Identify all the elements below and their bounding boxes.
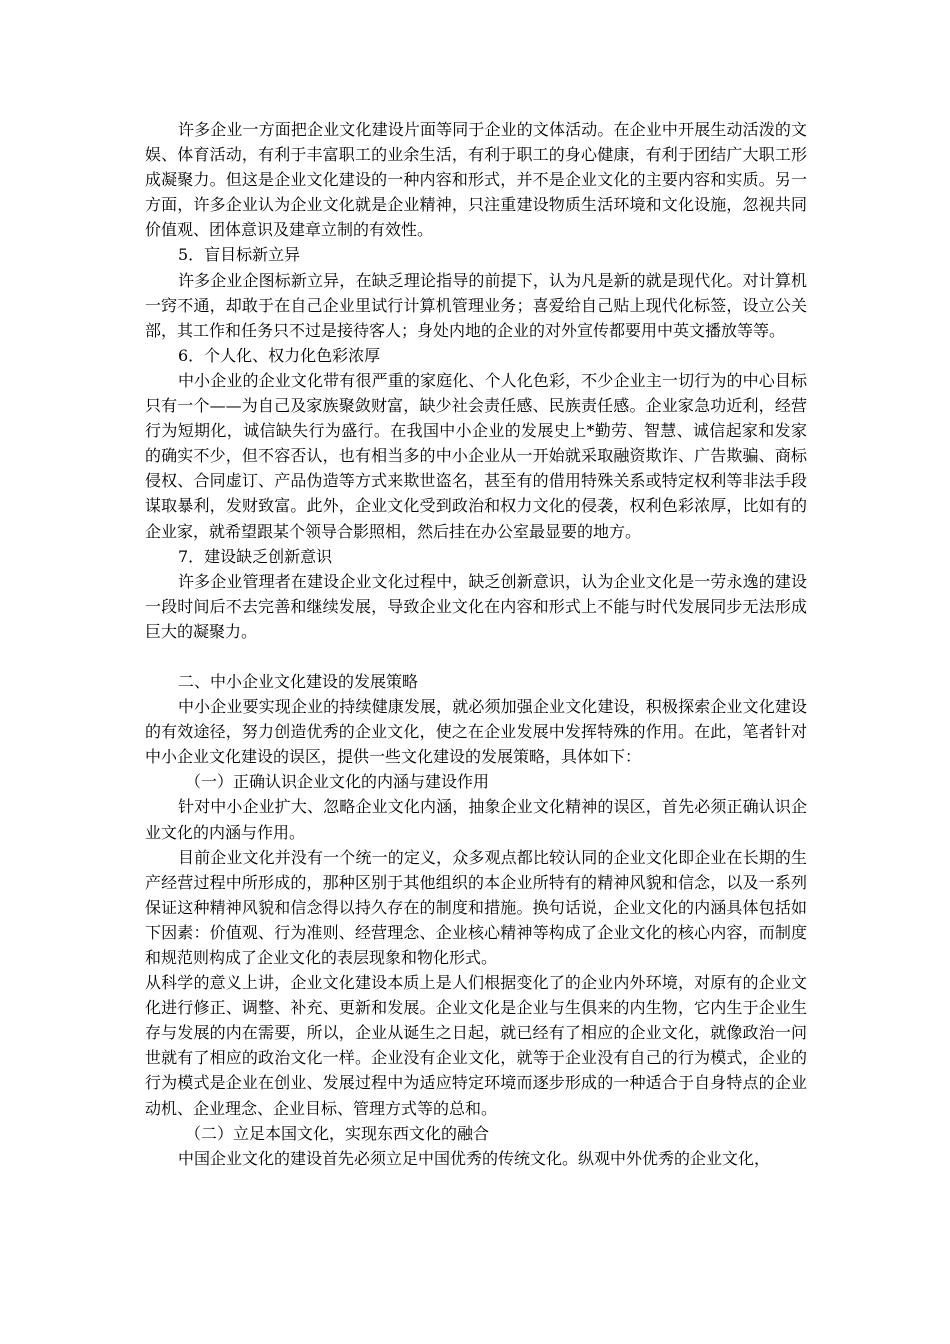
paragraph: 从科学的意义上讲，企业文化建设本质上是人们根据变化了的企业内外环境，对原有的企业文化进行修正、调整、补充、更新和发展。企业文化是企业与生俱来的内生物，它内生于企业生存与发展的内在需要，所以，企业从诞生之日起，就已经有了相应的企业文化，就像政治一问世就有了相应的政治文化一样。企业没有企业文化，就等于企业没有自己的行为模式，企业的行为模式是企业在创业、发展过程中为适应特定环境而逐步形成的一种适合于自身特点的企业动机、企业理念、企业目标、管理方式等的总和。 [145, 973, 807, 1118]
subsection-heading: （一）正确认识企业文化的内涵与建设作用 [185, 772, 490, 792]
paragraph: 许多企业管理者在建设企业文化过程中，缺乏创新意识，认为企业文化是一劳永逸的建设一段时间后不去完善和继续发展，导致企业文化在内容和形式上不能与时代发展同步无法形成巨大的凝聚力。 [145, 571, 807, 641]
paragraph: 针对中小企业扩大、忽略企业文化内涵，抽象企业文化精神的误区，首先必须正确认识企业文化的内涵与作用。 [145, 797, 807, 842]
paragraph: 许多企业企图标新立异，在缺乏理论指导的前提下，认为凡是新的就是现代化。对计算机一窍不通，却敢于在自己企业里试行计算机管理业务；喜爱给自己贴上现代化标签，设立公关部，其工作和任务只不过是接待客人；身处内地的企业的对外宣传都要用中英文播放等等。 [145, 270, 807, 340]
subsection-heading: （二）立足本国文化，实现东西文化的融合 [185, 1123, 490, 1143]
section-heading: 二、中小企业文化建设的发展策略 [178, 671, 419, 691]
paragraph: 许多企业一方面把企业文化建设片面等同于企业的文体活动。在企业中开展生动活泼的文娱、体育活动，有利于丰富职工的业余生活，有利于职工的身心健康，有利于团结广大职工形成凝聚力。但这是企业文化建设的一种内容和形式，并不是企业文化的主要内容和实质。另一方面，许多企业认为企业文化就是企业精神，只注重建设物质生活环境和文化设施，忽视共同价值观、团体意识及建章立制的有效性。 [145, 120, 807, 240]
section-heading: 6．个人化、权力化色彩浓厚 [178, 345, 381, 365]
section-heading: 5．盲目标新立异 [178, 245, 301, 265]
paragraph: 中国企业文化的建设首先必须立足中国优秀的传统文化。纵观中外优秀的企业文化， [178, 1148, 771, 1168]
paragraph: 中小企业的企业文化带有很严重的家庭化、个人化色彩，不少企业主一切行为的中心目标只有一个——为自己及家族聚敛财富，缺少社会责任感、民族责任感。企业家急功近利，经营行为短期化，诚信缺失行为盛行。在我国中小企业的发展史上*勤劳、智慧、诚信起家和发家的确实不少，但不容否认，也有相当多的中小企业从一开始就采取融资欺诈、广告欺骗、商标侵权、合同虚订、产品伪造等方式来欺世盗名，甚至有的借用特殊关系或特定权利等非法手段谋取暴利，发财致富。此外，企业文化受到政治和权力文化的侵袭，权利色彩浓厚，比如有的企业家，就希望跟某个领导合影照相，然后挂在办公室最显要的地方。 [145, 370, 807, 541]
document-page [145, 117, 807, 1171]
paragraph: 中小企业要实现企业的持续健康发展，就必须加强企业文化建设，积极探索企业文化建设的有效途径，努力创造优秀的企业文化，使之在企业发展中发挥特殊的作用。在此，笔者针对中小企业文化建设的误区，提供一些文化建设的发展策略，具体如下： [145, 697, 807, 767]
section-heading: 7．建设缺乏创新意识 [178, 546, 333, 566]
blank-line [145, 644, 807, 669]
paragraph: 目前企业文化并没有一个统一的定义，众多观点都比较认同的企业文化即企业在长期的生产经营过程中所形成的，那种区别于其他组织的本企业所特有的精神风貌和信念，以及一系列保证这种精神风貌和信念得以持久存在的制度和措施。换句话说，企业文化的内涵具体包括如下因素：价值观、行为准则、经营理念、企业核心精神等构成了企业文化的核心内容，而制度和规范则构成了企业文化的表层现象和物化形式。 [145, 847, 807, 967]
